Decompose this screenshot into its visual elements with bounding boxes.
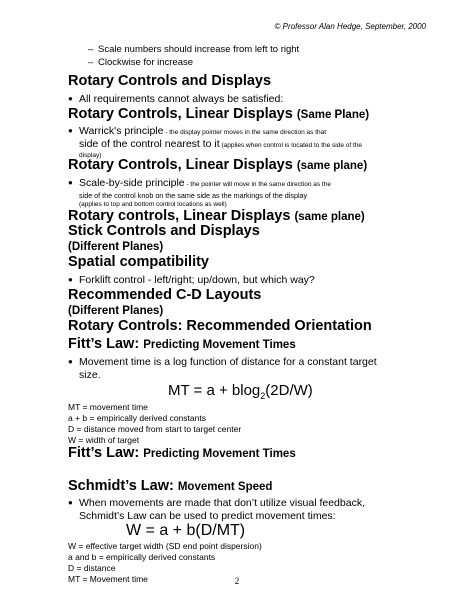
bullet-note: display): [79, 152, 102, 159]
heading-qualifier: (Different Planes): [68, 305, 164, 317]
dash-item-text: Clockwise for increase: [98, 57, 194, 68]
formula-subscript: 2: [260, 391, 266, 401]
bullet-continuation: [79, 138, 362, 150]
heading-qualifier: (same plane): [296, 160, 368, 172]
heading-text: Schmidt’s Law:: [68, 478, 174, 494]
page-header: © Professor Alan Hedge, September, 2000: [274, 22, 426, 31]
section-heading: Recommended C-D Layouts: [68, 287, 262, 303]
definition-line: MT = movement time: [68, 402, 148, 412]
heading-subtitle: Predicting Movement Times: [143, 448, 296, 460]
section-heading: Rotary Controls: Recommended Orientation: [68, 318, 372, 334]
bullet-continuation: size.: [79, 369, 101, 381]
bullet-text: side of the control nearest to it: [79, 138, 220, 150]
heading-subtitle: Movement Speed: [177, 481, 273, 493]
bullet-term: Scale-by-side principle: [79, 177, 185, 189]
section-heading: [68, 336, 296, 352]
section-heading: [68, 157, 367, 173]
heading-text: Fitt’s Law:: [68, 445, 140, 461]
heading-text: Fitt’s Law:: [68, 336, 140, 352]
formula-part: MT = a + blog: [168, 382, 261, 399]
bullet-item: ● When movements are made that don’t utilize visual feedback,: [68, 497, 365, 509]
bullet-text: Forklift control - left/right; up/down, but which way?: [79, 274, 315, 286]
section-heading: Rotary Controls and Displays: [68, 73, 272, 89]
definition-line: W = effective target width (SD end point dispersion): [68, 541, 262, 551]
bullet-term: Warrick's principle: [79, 125, 164, 137]
definition-line: D = distance: [68, 563, 116, 573]
heading-qualifier: (Same Plane): [296, 109, 370, 121]
bullet-item: ● Movement time is a log function of distance for a constant target: [68, 356, 377, 368]
section-heading: Stick Controls and Displays: [68, 223, 260, 239]
section-heading: [68, 478, 272, 494]
dash-item: – Clockwise for increase: [88, 57, 194, 68]
definition-line: D = distance moved from start to target center: [68, 424, 242, 434]
heading-subtitle: Predicting Movement Times: [143, 339, 296, 351]
definition-line: a + b = empirically derived constants: [68, 413, 206, 423]
bullet-item: ● All requirements cannot always be satisfied:: [68, 93, 284, 105]
fitts-formula: [168, 382, 313, 401]
heading-qualifier: (same plane): [294, 211, 365, 223]
schmidt-formula: W = a + b(D/MT): [126, 522, 246, 539]
bullet-note: (applies to top and bottom control locations as well): [79, 201, 227, 208]
definition-line: MT = Movement time: [68, 574, 148, 584]
bullet-item: ● Warrick's principle - the display pointer moves in the same direction as that: [68, 125, 327, 137]
section-heading: [68, 106, 369, 122]
bullet-item: ● Scale-by-side principle - the pointer will move in the same direction as the: [68, 177, 331, 189]
page-number: 2: [234, 576, 240, 586]
heading-text: Rotary controls, Linear Displays: [68, 208, 291, 224]
bullet-continuation: Schmidt’s Law can be used to predict movement times:: [79, 510, 336, 522]
bullet-text: - the pointer will move in the same direction as the: [184, 181, 331, 188]
bullet-text: - the display pointer moves in the same direction as that: [163, 129, 327, 136]
heading-text: Rotary Controls, Linear Displays: [68, 106, 293, 122]
definition-line: W = width of target: [68, 435, 140, 445]
bullet-item: ● Forklift control - left/right; up/down, but which way?: [68, 274, 315, 286]
heading-text: Rotary Controls, Linear Displays: [68, 157, 293, 173]
heading-qualifier: (Different Planes): [68, 241, 164, 253]
bullet-continuation: side of the control knob on the same side as the markings of the display: [79, 191, 308, 200]
section-heading: Spatial compatibility: [68, 254, 209, 270]
formula-part: (2D/W): [265, 382, 313, 399]
bullet-note: (applies when control is located to the side of the: [219, 142, 363, 149]
bullet-text: When movements are made that don’t utilize visual feedback,: [79, 497, 365, 509]
definition-line: a and b = empirically derived constants: [68, 552, 216, 562]
section-heading: [68, 208, 365, 224]
dash-item: – Scale numbers should increase from left to right: [88, 44, 300, 55]
dash-item-text: Scale numbers should increase from left to right: [98, 44, 300, 55]
bullet-text: Movement time is a log function of distance for a constant target: [79, 356, 377, 368]
bullet-text: All requirements cannot always be satisfied:: [79, 93, 284, 105]
section-heading: [68, 445, 296, 461]
